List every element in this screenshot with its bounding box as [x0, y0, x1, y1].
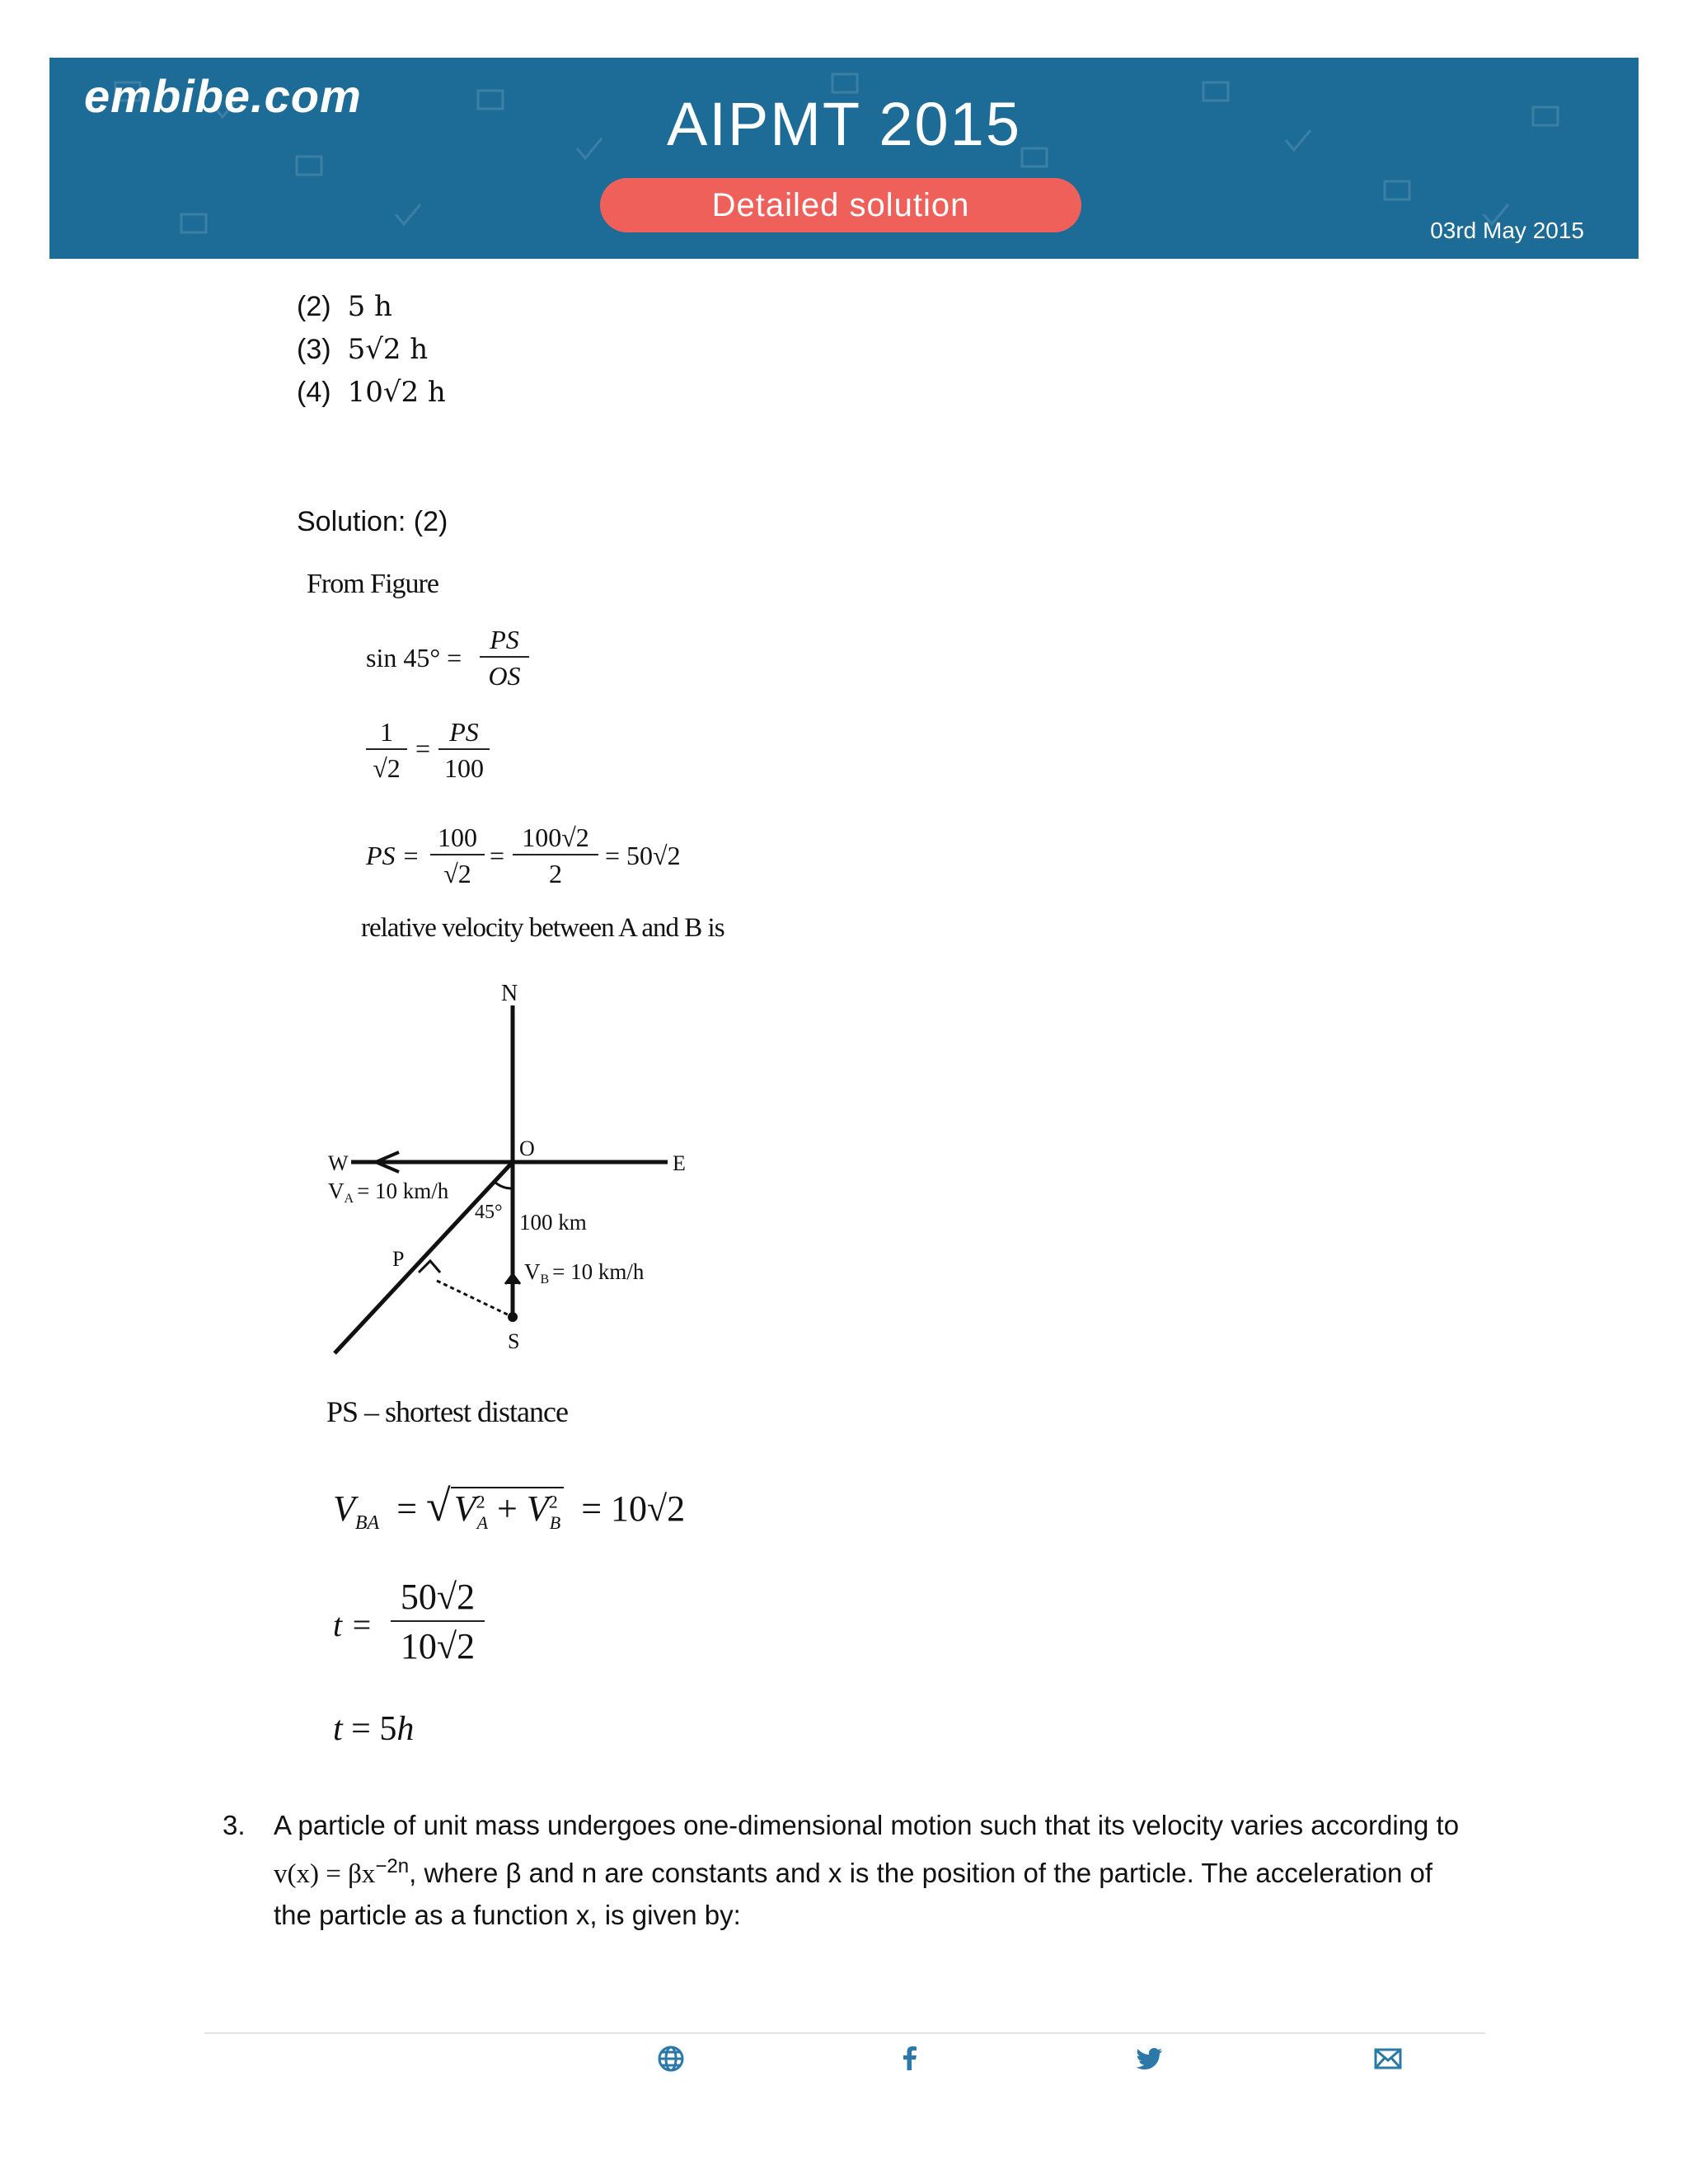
t-final [333, 1709, 414, 1749]
eq2-lhs-fraction [366, 715, 407, 786]
t-symbol: t [333, 1710, 343, 1748]
eq3-fraction-1 [430, 821, 485, 892]
question-line-2-rest: , where β and n are constants and x is the position of the particle. The acceleration of [409, 1858, 1433, 1888]
va-subscript: A [476, 1511, 489, 1533]
vb-arrow-icon [505, 1274, 520, 1284]
exam-date: 03rd May 2015 [1430, 218, 1584, 243]
vb-superscript: 2 [548, 1491, 558, 1512]
brand-logo: embibe.com [84, 70, 362, 122]
option-3 [297, 333, 428, 366]
velocity-exponent: −2n [375, 1855, 410, 1877]
eq2-rhs-numerator: PS [449, 717, 479, 747]
point-p-label: P [392, 1247, 405, 1271]
eq1-denominator: OS [480, 656, 529, 694]
vba-equation [333, 1480, 685, 1535]
question-number: 3. [223, 1810, 246, 1840]
eq2-rhs-fraction [438, 715, 490, 786]
vb-label: VB = 10 km/h [524, 1259, 645, 1286]
eq2-rhs-denominator: 100 [438, 748, 490, 786]
eq1-fraction [480, 623, 529, 694]
eq1-numerator: PS [490, 625, 519, 654]
va-label: VA = 10 km/h [328, 1179, 449, 1206]
footer-divider [204, 2032, 1485, 2034]
option-value: 10√2 h [347, 376, 446, 409]
origin-label: O [519, 1137, 535, 1160]
vba-equals: = [396, 1488, 418, 1529]
east-label: E [673, 1151, 686, 1175]
vba-result: = 10√2 [581, 1488, 686, 1529]
facebook-icon[interactable] [893, 2042, 926, 2075]
ps-dashed-line [437, 1281, 513, 1317]
eq2-lhs-numerator: 1 [380, 717, 393, 747]
plus-sign: + [497, 1488, 518, 1529]
option-value: 5√2 h [347, 333, 429, 366]
from-figure-text: From Figure [307, 569, 438, 599]
va-superscript: 2 [476, 1491, 485, 1512]
angle-label: 45° [475, 1202, 503, 1223]
eq3-equals: = [490, 841, 505, 870]
twitter-icon[interactable] [1132, 2042, 1165, 2075]
distance-label: 100 km [519, 1210, 587, 1235]
eq3-f1-numerator: 100 [438, 823, 477, 852]
option-value: 5 h [347, 290, 392, 323]
globe-icon[interactable] [654, 2042, 687, 2075]
angle-arc [495, 1182, 513, 1188]
t-unit: h [396, 1710, 415, 1748]
sqrt-radicand [451, 1487, 565, 1533]
relative-velocity-text: relative velocity between A and B is [361, 913, 724, 943]
vba-symbol: V [333, 1488, 355, 1529]
eq3-fraction-2 [513, 821, 598, 892]
question-line-1: A particle of unit mass undergoes one-dimensional motion such that its velocity varies according to [274, 1810, 1460, 1840]
exam-title: AIPMT 2015 [667, 90, 1021, 158]
t-value: = 5 [351, 1710, 397, 1748]
velocity-expression: v(x) = βx [274, 1859, 376, 1889]
detailed-solution-badge: Detailed solution [600, 178, 1081, 232]
eq3-lhs: PS = [366, 841, 420, 870]
vba-subscript: BA [354, 1511, 380, 1534]
option-2 [297, 290, 392, 323]
south-label: S [508, 1329, 520, 1353]
question-line-3: the particle as a function x, is given by: [274, 1900, 741, 1930]
mail-icon[interactable] [1372, 2042, 1404, 2075]
question-text [274, 1805, 1510, 1936]
option-number: (4) [297, 377, 331, 408]
t-fraction [391, 1574, 485, 1671]
t-fraction-lhs: t = [333, 1606, 373, 1643]
option-4 [297, 376, 446, 409]
velocity-diagram [313, 972, 742, 1360]
question-line-2 [274, 1846, 1510, 1895]
shortest-distance-text: PS – shortest distance [326, 1395, 568, 1428]
solution-label: Solution: (2) [297, 506, 448, 537]
eq3-rhs: = 50√2 [605, 841, 681, 870]
eq1-lhs: sin 45° = [366, 643, 462, 673]
eq2-equals: = [415, 733, 431, 763]
eq3-f2-denominator: 2 [513, 854, 598, 892]
header-banner [49, 58, 1639, 259]
eq2-lhs-denominator: √2 [366, 748, 407, 786]
t-denominator: 10√2 [391, 1620, 485, 1671]
t-numerator: 50√2 [400, 1577, 476, 1617]
sqrt-symbol: √ [426, 1481, 451, 1530]
va-symbol: V [453, 1488, 476, 1529]
right-angle-marker [419, 1261, 440, 1272]
north-label: N [501, 981, 518, 1006]
vb-subscript: B [549, 1511, 561, 1533]
option-number: (3) [297, 334, 331, 365]
eq3-f2-numerator: 100√2 [522, 823, 589, 852]
option-number: (2) [297, 291, 331, 322]
west-label: W [328, 1151, 349, 1175]
eq3-f1-denominator: √2 [430, 854, 485, 892]
vb-symbol: V [526, 1488, 549, 1529]
